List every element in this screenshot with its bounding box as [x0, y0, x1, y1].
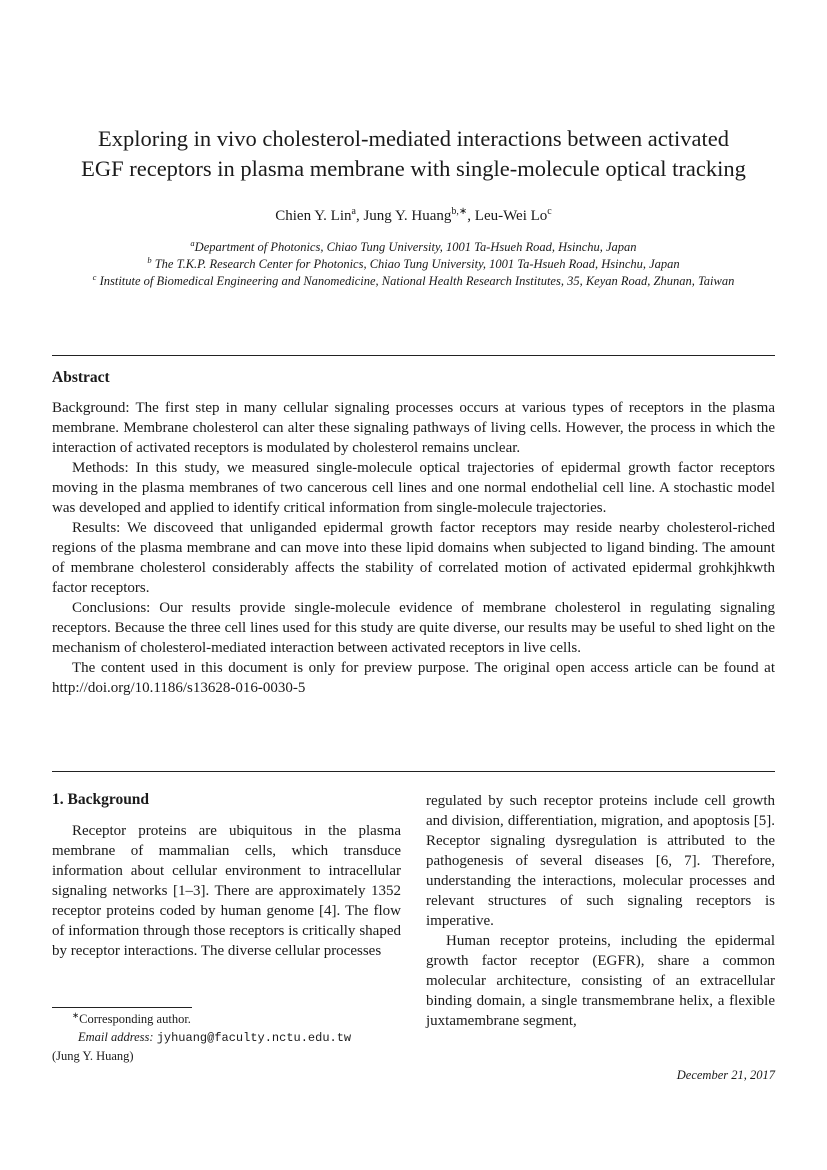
- affiliation: [40, 273, 787, 290]
- footnote-text: Corresponding author.: [79, 1012, 191, 1026]
- author-separator: ,: [355, 208, 364, 224]
- body-paragraph: Human receptor proteins, including the epidermal growth factor receptor (EGFR), share a common molecular architecture, consisting of an extracellular binding domain, a single transmembrane helix, a flexible juxtamembrane segment,: [426, 933, 775, 1029]
- affiliation-mark: b: [147, 255, 152, 265]
- affiliation-text: Department of Photonics, Chiao Tung University, 1001 Ta-Hsueh Road, Hsinchu, Japan: [194, 240, 637, 254]
- abstract-bottom-rule: [52, 771, 775, 772]
- right-column: [426, 791, 775, 1031]
- affiliation-text: The T.K.P. Research Center for Photonics, Chiao Tung University, 1001 Ta-Hsueh Road, Hsinchu, Japan: [151, 257, 680, 271]
- affiliation: [40, 256, 787, 273]
- left-column: [52, 790, 401, 961]
- footnote-mark: ∗: [72, 1010, 80, 1020]
- footnote: [52, 1010, 401, 1065]
- section-heading-background: 1. Background: [52, 791, 150, 808]
- abstract-background: Background: The first step in many cellular signaling processes occurs at various types of receptors in the plasma membrane. Membrane cholesterol can alter these signaling pathways of living cells. However, the process in which the interaction of activated receptors is modulated by cholesterol remains unclear.: [52, 400, 775, 456]
- author-list: [40, 206, 787, 226]
- author-name: Jung Y. Huang: [363, 208, 452, 224]
- title-line-2: EGF receptors in plasma membrane with single-molecule optical tracking: [81, 156, 746, 181]
- abstract-body: [52, 398, 775, 698]
- preprint-date: December 21, 2017: [676, 1068, 775, 1082]
- author-name: Leu-Wei Lo: [474, 208, 548, 224]
- abstract-methods: Methods: In this study, we measured single-molecule optical trajectories of epidermal growth factor receptors moving in the plasma membranes of two cancerous cell lines and one normal endothelial cell line. A stochastic model was developed and applied to identify critical information from single-molecule trajectories.: [52, 460, 775, 516]
- abstract-results: Results: We discoveed that unliganded epidermal growth factor receptors may reside nearby cholesterol-riched regions of the plasma membrane and can move into these lipid domains when subjected to ligand binding. The amount of membrane cholesterol considerably affects the stability of correlated motion of activated epidermal grohkjhkwth factor receptors.: [52, 520, 775, 596]
- abstract-top-rule: [52, 355, 775, 356]
- author-name: Chien Y. Lin: [275, 208, 352, 224]
- author-affil-mark: b,∗: [451, 206, 468, 217]
- author-affil-mark: a: [351, 206, 356, 217]
- affiliation-list: [40, 239, 787, 290]
- email-label: Email address:: [78, 1030, 154, 1044]
- footnote-corresponding: [52, 1010, 401, 1028]
- abstract-conclusions: Conclusions: Our results provide single-molecule evidence of membrane cholesterol in regulating signaling receptors. Because the three cell lines used for this study are quite diverse, our results may be useful to shed light on the mechanism of cholesterol-mediated interaction between activated receptors in live cells.: [52, 600, 775, 656]
- footnote-email-owner: (Jung Y. Huang): [52, 1049, 134, 1063]
- author-separator: ,: [467, 208, 475, 224]
- author-affil-mark: c: [547, 206, 552, 217]
- affiliation: [40, 239, 787, 256]
- footnote-rule: [52, 1007, 192, 1008]
- abstract-preview-note: The content used in this document is only for preview purpose. The original open access article can be found at http://doi.org/10.1186/s13628-016-0030-5: [52, 660, 775, 696]
- title-line-1: Exploring in vivo cholesterol-mediated interactions between activated: [97, 126, 730, 151]
- affiliation-mark: c: [92, 272, 97, 282]
- abstract-heading: Abstract: [52, 369, 110, 386]
- email-address[interactable]: jyhuang@faculty.nctu.edu.tw: [156, 1031, 352, 1045]
- affiliation-mark: a: [190, 238, 195, 248]
- affiliation-text: Institute of Biomedical Engineering and Nanomedicine, National Health Research Institutes, 35, Keyan Road, Zhunan, Taiwan: [96, 274, 735, 288]
- paper-title: [40, 124, 787, 184]
- body-paragraph: Receptor proteins are ubiquitous in the plasma membrane of mammalian cells, which transduce information about cellular environment to intracellular signaling networks [1–3]. There are approximately 1352 receptor proteins coded by human genome [4]. The flow of information through those receptors is critically shaped by receptor interactions. The diverse cellular processes: [52, 823, 401, 959]
- footnote-email-line: [52, 1028, 401, 1047]
- body-paragraph: regulated by such receptor proteins include cell growth and division, differentiation, migration, and apoptosis [5]. Receptor signaling dysregulation is attributed to the pathogenesis of several diseases [6, 7]. Therefore, understanding the interactions, molecular processes and relevant structures of such signaling receptors is imperative.: [426, 793, 775, 929]
